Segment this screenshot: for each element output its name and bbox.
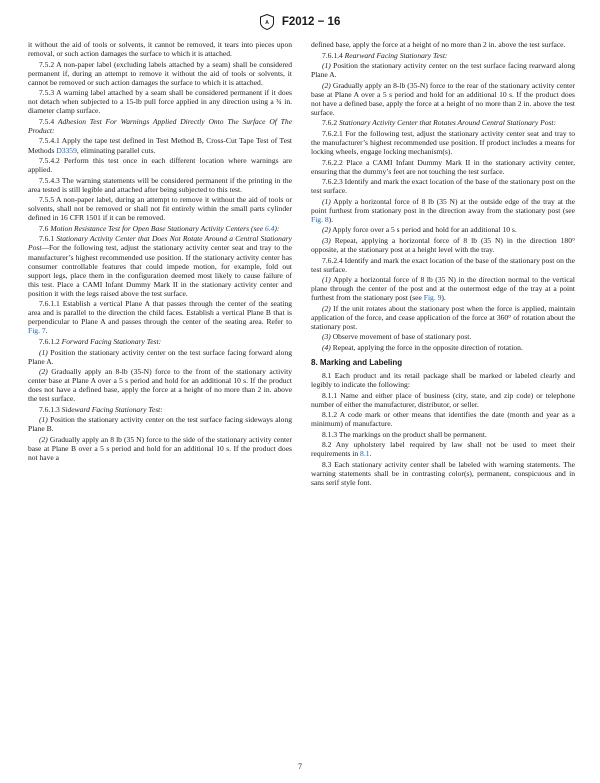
paragraph-7-6-2-1: 7.6.2.1 For the following test, adjust the stationary activity center seat and tray to the manufacturer’s highest recommended use position. If product includes a means for locking wheels, engage locking mechanism(s). (311, 128, 575, 157)
paragraph-7-5-4 (28, 117, 292, 135)
list-text: Observe movement of base of stationary post. (330, 332, 472, 342)
list-number: (1) (39, 415, 48, 425)
reference-link-fig-9[interactable]: Fig. 9 (423, 293, 442, 303)
paragraph-7-6-1-4 (311, 51, 575, 60)
section-title: Forward Facing Stationary Test: (61, 336, 162, 346)
paragraph-7-5-4-2: 7.5.4.2 Perform this test once in each different location where warnings are applied. (28, 156, 292, 175)
list-item (311, 332, 575, 341)
paragraph-text: 8.2 Any upholstery label required by law shall not be used to meet their requirements in (311, 440, 575, 459)
paragraph-text: , eliminating parallel cuts. (76, 145, 156, 155)
paragraph-8-1-3: 8.1.3 The markings on the product shall be permanent. (322, 429, 487, 439)
list-item (28, 415, 292, 433)
reference-link-8-1[interactable]: 8.1 (360, 449, 370, 459)
list-text: ). (441, 293, 446, 303)
list-item (311, 61, 575, 79)
paragraph-text: 7.5.4.1 Apply the tape test defined in Test Method B, Cross-Cut Tape Test of Test Methods (28, 136, 292, 155)
paragraph-8-2 (311, 440, 575, 458)
paragraph-text: . (369, 449, 372, 459)
paragraph: it without the aid of tools or solvents, it cannot be removed, it tears into pieces upon removal, or such action damages the surface to which it is attached. (28, 40, 292, 59)
section-number: 7.6.1.4 (322, 50, 343, 60)
page-header (0, 14, 600, 30)
list-item (311, 275, 575, 302)
list-text: Position the stationary activity center on the test surface facing rearward along Plane A. (311, 61, 575, 80)
paragraph-8-1: 8.1 Each product and its retail package shall be marked or labeled clearly and legibly to indicate the following: (311, 371, 575, 390)
list-text: Repeat, applying the force in the opposite direction of rotation. (330, 342, 523, 352)
paragraph-7-6-2-3: 7.6.2.3 Identify and mark the exact location of the base of the stationary post on the test surface. (311, 177, 575, 196)
list-text: Position the stationary activity center on the test surface facing sideways along Plane B. (28, 415, 292, 434)
section-heading-8: 8. Marking and Labeling (311, 358, 403, 367)
section-title: Motion Resistance Test for Open Base Stationary Activity Centers (see (50, 223, 265, 233)
paragraph-text: —For the following test, adjust the stationary activity center seat and tray to the manufacturer’s highest recommended use position. If the stationary activity center has consumer controllable features that could impede motion, for example, fold out support legs, place them in the configuration deemed most likely to cause failure of this test. Place a CAMI Infant Dummy Mark II in the stationary activity center and position it with the legs raised above the test surface. (28, 243, 292, 298)
reference-link-6-4[interactable]: 6.4 (264, 223, 275, 233)
paragraph-7-6-1-2 (28, 337, 292, 346)
list-number: (2) (39, 434, 48, 444)
list-item (28, 367, 292, 403)
list-text: If the unit rotates about the stationary post when the force is applied, maintain application of the force, and cease application of the force at 360° of rotation about the stationary post. (311, 303, 575, 331)
section-number: 7.6 (39, 223, 49, 233)
list-item (28, 435, 292, 462)
astm-logo-icon (260, 14, 274, 30)
paragraph-text: 7.6.1.1 Establish a vertical Plane A that passes through the center of the seating area and is parallel to the direction the child faces. Establish a vertical Plane B that is perpendicular to Plane A and passes through the center of the seating area. Refer to (28, 299, 292, 327)
list-number: (2) (322, 80, 331, 90)
section-title: Stationary Activity Center that Does Not Rotate Around a Central Stationary Post (28, 234, 292, 253)
list-text: Gradually apply an 8-lb (35-N) force to the front of the stationary activity center base at Plane A over a 5 s period and hold for an additional 10 s. If the product does not have a defined base, apply the force at a height of no more than 2 in. above the test surface. (28, 367, 292, 404)
right-column (311, 40, 575, 489)
list-text: Gradually apply an 8 lb (35 N) force to the side of the stationary activity center base at Plane B over a 5 s period and hold for an additional 10 s. If the product does not have a (28, 434, 292, 463)
paragraph-7-5-3: 7.5.3 A warning label attached by a seam shall be considered permanent if it does not detach when subjected to a 15-lb pull force applied in any direction using a ¾ in. diameter clamp surface. (28, 88, 292, 116)
list-text: Gradually apply an 8-lb (35-N) force to the rear of the stationary activity center base at Plane A over a 5 s period and hold for an additional 10 s. If the product does not have a defined base, apply the force at a height of no more than 2 in. above the test surface. (311, 80, 575, 117)
list-text: ). (328, 214, 334, 224)
paragraph-7-5-5: 7.5.5 A non-paper label, during an attempt to remove it without the aid of tools or solvents, shall not be removed or shall not fit entirely within the small parts cylinder defined in 16 CFR 1501 if it can be removed. (28, 195, 292, 223)
list-item (311, 236, 575, 254)
section-title-end: ): (274, 223, 280, 233)
paragraph-7-6-1-3 (28, 405, 292, 414)
list-number: (3) (322, 332, 331, 342)
list-number: (4) (322, 342, 331, 352)
paragraph-8-3: 8.3 Each stationary activity center shall be labeled with warning statements. The warning statements shall be in contrasting color(s), permanent, conspicuous and in sans serif style font. (311, 459, 575, 488)
section-number: 7.6.2 (322, 118, 338, 128)
paragraph-7-6 (28, 224, 292, 233)
list-number: (2) (39, 367, 48, 377)
list-number: (1) (322, 61, 331, 71)
section-number: 7.5.4 (39, 116, 55, 126)
paragraph-8-1-1: 8.1.1 Name and either place of business (city, state, and zip code) or telephone number of either the manufacturer, distributor, or seller. (311, 390, 575, 409)
list-item (311, 197, 575, 224)
list-item (311, 81, 575, 117)
section-number: 7.6.1.2 (39, 336, 60, 346)
list-item (311, 225, 575, 234)
list-text: Apply a horizontal force of 8 lb (35 N) at the outside edge of the tray at the point furthest from stationary post in the direction away from the stationary post (see (311, 196, 575, 215)
paragraph-7-6-2-2: 7.6.2.2 Place a CAMI Infant Dummy Mark II in the stationary activity center, ensuring that the dummy’s feet are not touching the test surface. (311, 157, 575, 176)
list-number: (1) (39, 347, 48, 357)
paragraph-7-6-1-1 (28, 299, 292, 335)
paragraph-7-6-1 (28, 234, 292, 297)
left-column (28, 40, 292, 464)
paragraph-7-5-4-3: 7.5.4.3 The warning statements will be considered permanent if the printing in the area tested is still legible and attached after being subjected to this test. (28, 175, 292, 194)
list-item (28, 348, 292, 366)
paragraph-7-6-2 (311, 118, 575, 127)
page-number: 7 (298, 762, 302, 771)
list-number: (2) (322, 225, 331, 235)
list-item (311, 304, 575, 331)
section-title: Adhesion Test For Warnings Applied Directly Onto The Surface Of The Product: (28, 116, 292, 135)
svg-text:A: A (264, 20, 269, 26)
reference-link-fig-8[interactable]: Fig. 8 (311, 214, 329, 224)
section-title: Stationary Activity Center that Rotates Around Central Stationary Post: (338, 118, 557, 128)
list-number: (3) (322, 235, 331, 245)
list-text: Apply force over a 5 s period and hold for an additional 10 s. (330, 225, 517, 235)
paragraph-8-1-2: 8.1.2 A code mark or other means that identifies the date (month and year as a minimum) of manufacture. (311, 410, 575, 429)
list-item (311, 343, 575, 352)
list-text: Apply a horizontal force of 8 lb (35 N) in the direction normal to the vertical plane through the center of the post and at the outermost edge of the tray at a point furthest from the stationary post (see (311, 275, 575, 303)
list-number: (1) (322, 196, 331, 206)
paragraph-7-6-2-4: 7.6.2.4 Identify and mark the exact location of the base of the stationary post on the test surface. (311, 255, 575, 274)
paragraph-7-5-4-1 (28, 136, 292, 154)
section-number: 7.6.1 (39, 234, 55, 244)
paragraph-7-5-2: 7.5.2 A non-paper label (excluding labels attached by a seam) shall be considered permanent if, during an attempt to remove it without the aid of tools or solvents, it cannot be removed or such action damages the surface to which it is attached. (28, 59, 292, 87)
reference-link-d3359[interactable]: D3359 (56, 145, 77, 155)
section-title: Sideward Facing Stationary Test: (61, 404, 163, 414)
list-text: Position the stationary activity center on the test surface facing forward along Plane A. (28, 347, 292, 366)
standard-designation: F2012 − 16 (281, 16, 341, 28)
list-number: (2) (322, 303, 331, 313)
section-number: 7.6.1.3 (39, 404, 60, 414)
paragraph: defined base, apply the force at a height of no more than 2 in. above the test surface. (311, 40, 566, 49)
list-number: (1) (322, 275, 331, 285)
paragraph-text: . (45, 326, 48, 336)
section-title: Rearward Facing Stationary Test: (344, 50, 448, 60)
list-text: Repeat, applying a horizontal force of 8 lb (35 N) in the direction 180° opposite, at the stationary post at a height level with the tray. (311, 235, 575, 254)
reference-link-fig-7[interactable]: Fig. 7 (28, 326, 46, 336)
